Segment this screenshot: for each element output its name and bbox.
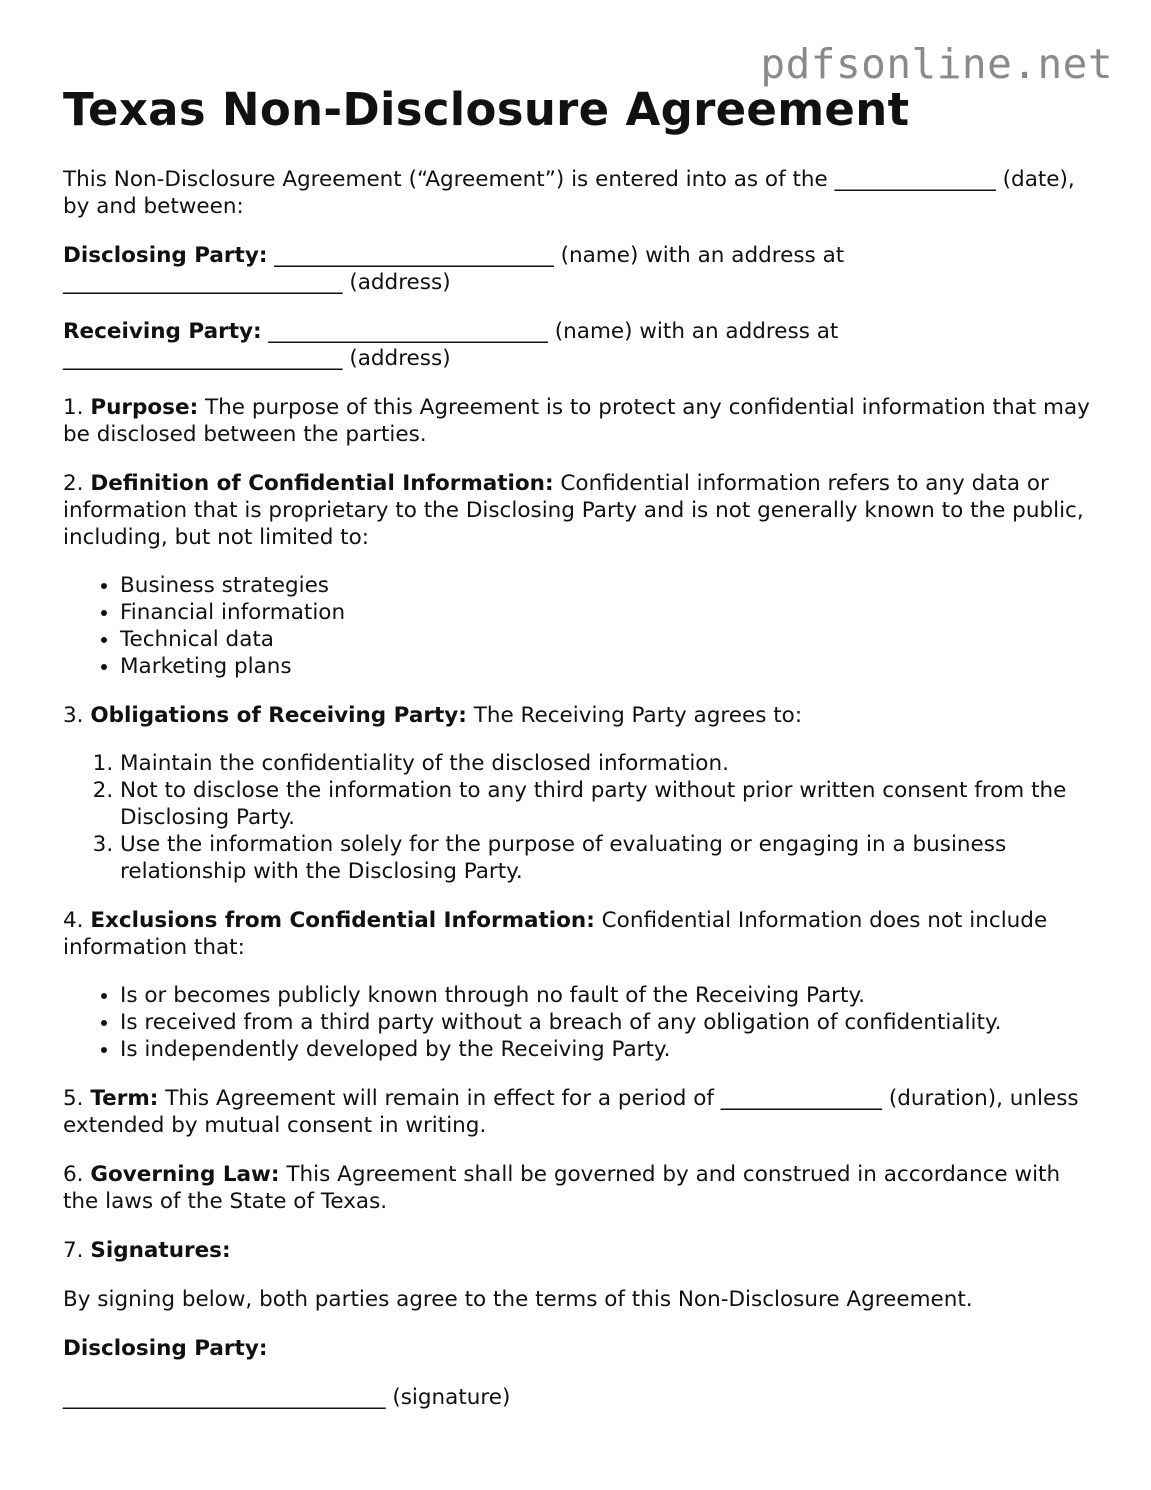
section-exclusions bbox=[63, 907, 1093, 961]
list-item: 1. Maintain the confidentiality of the disclosed information. bbox=[120, 750, 1093, 777]
list-item: • Is received from a third party without a breach of any obligation of confidentiality. bbox=[120, 1009, 1093, 1036]
exclusions-list bbox=[63, 982, 1093, 1063]
section-text: This Agreement will remain in effect for a period of _______________ (duration), unless extended by mutual consent in writing. bbox=[63, 1086, 1079, 1138]
section-text: This Agreement shall be governed by and construed in accordance with the laws of the State of Texas. bbox=[63, 1162, 1061, 1214]
section-text: The purpose of this Agreement is to protect any confidential information that may be disclosed between the parties. bbox=[63, 395, 1090, 447]
section-text: Confidential Information does not include information that: bbox=[63, 908, 1048, 960]
watermark: pdfsonline.net bbox=[760, 40, 1113, 88]
section-obligations bbox=[63, 702, 1093, 729]
section-term bbox=[63, 1085, 1093, 1139]
confidential-info-list bbox=[63, 572, 1093, 680]
signing-statement: By signing below, both parties agree to the terms of this Non-Disclosure Agreement. bbox=[63, 1287, 973, 1312]
list-item: • Marketing plans bbox=[120, 653, 1093, 680]
disclosing-party-line bbox=[63, 242, 1093, 296]
section-number: 4. bbox=[63, 908, 91, 933]
section-number: 1. bbox=[63, 395, 91, 420]
list-item: • Business strategies bbox=[120, 572, 1093, 599]
intro-paragraph: This Non-Disclosure Agreement (“Agreement”) is entered into as of the _______________ (date), by and between: bbox=[63, 167, 1075, 219]
list-item: • Technical data bbox=[120, 626, 1093, 653]
document-title: Texas Non-Disclosure Agreement bbox=[63, 83, 910, 136]
receiving-party-fields: __________________________ (name) with an address at __________________________ (address) bbox=[63, 319, 839, 371]
section-number: 2. bbox=[63, 471, 91, 496]
list-item: 2. Not to disclose the information to any third party without prior written consent from the Disclosing Party. bbox=[120, 777, 1093, 831]
disclosing-party-label: Disclosing Party: bbox=[63, 243, 268, 268]
section-heading: Signatures: bbox=[90, 1238, 231, 1263]
obligations-list bbox=[63, 750, 1093, 885]
section-definition bbox=[63, 470, 1093, 551]
section-heading: Obligations of Receiving Party: bbox=[90, 703, 467, 728]
section-signatures bbox=[63, 1237, 1093, 1264]
receiving-party-label: Receiving Party: bbox=[63, 319, 262, 344]
section-heading: Term: bbox=[90, 1086, 159, 1111]
section-governing-law bbox=[63, 1161, 1093, 1215]
section-heading: Exclusions from Confidential Information: bbox=[90, 908, 595, 933]
list-item: 3. Use the information solely for the purpose of evaluating or engaging in a business relationship with the Disclosing Party. bbox=[120, 831, 1093, 885]
section-number: 7. bbox=[63, 1238, 91, 1263]
receiving-party-line bbox=[63, 318, 1093, 372]
section-number: 5. bbox=[63, 1086, 91, 1111]
disclosing-party-fields: __________________________ (name) with an address at __________________________ (address) bbox=[63, 243, 845, 295]
section-heading: Definition of Confidential Information: bbox=[90, 471, 554, 496]
list-item: • Is or becomes publicly known through no fault of the Receiving Party. bbox=[120, 982, 1093, 1009]
signature-party-label-text: Disclosing Party: bbox=[63, 1336, 268, 1361]
section-heading: Purpose: bbox=[90, 395, 199, 420]
section-number: 6. bbox=[63, 1162, 91, 1187]
list-item: • Is independently developed by the Receiving Party. bbox=[120, 1036, 1093, 1063]
section-heading: Governing Law: bbox=[90, 1162, 280, 1187]
section-purpose bbox=[63, 394, 1093, 448]
document-page bbox=[63, 82, 1093, 1411]
list-item: • Financial information bbox=[120, 599, 1093, 626]
section-number: 3. bbox=[63, 703, 91, 728]
signature-party-label bbox=[63, 1335, 1093, 1362]
section-text: Confidential information refers to any data or information that is proprietary to the Disclosing Party and is not generally known to the public, including, but not limited to: bbox=[63, 471, 1084, 550]
signature-line: ______________________________ (signature) bbox=[63, 1385, 511, 1410]
section-text: The Receiving Party agrees to: bbox=[466, 703, 803, 728]
